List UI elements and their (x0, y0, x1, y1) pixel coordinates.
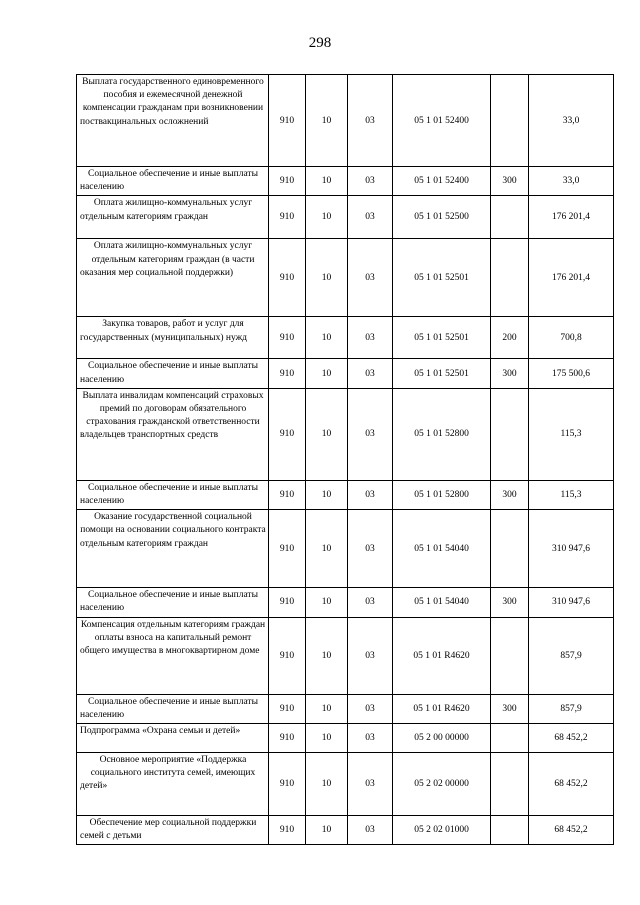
row-section-code: 10 (306, 510, 348, 588)
row-target-article-code: 05 1 01 52400 (393, 75, 491, 167)
row-section-code: 10 (306, 816, 348, 845)
row-description: Оплата жилищно-коммунальных услуг отдельным категориям граждан (в части оказания мер социальной поддержки) (77, 239, 269, 317)
row-description: Социальное обеспечение и иные выплаты населению (77, 480, 269, 509)
row-expense-type-code (491, 617, 529, 694)
row-subsection-code: 03 (348, 239, 393, 317)
row-target-article-code: 05 1 01 52800 (393, 480, 491, 509)
table-row (77, 196, 614, 239)
row-expense-type-code: 300 (491, 167, 529, 196)
row-description: Оказание государственной социальной помощи на основании социального контракта отдельным категориям граждан (77, 510, 269, 588)
row-subsection-code: 03 (348, 388, 393, 480)
row-description: Социальное обеспечение и иные выплаты населению (77, 359, 269, 388)
row-amount: 176 201,4 (529, 239, 614, 317)
table-row (77, 239, 614, 317)
row-grbs-code: 910 (269, 617, 306, 694)
row-amount: 176 201,4 (529, 196, 614, 239)
row-grbs-code: 910 (269, 816, 306, 845)
row-expense-type-code (491, 816, 529, 845)
row-section-code: 10 (306, 317, 348, 359)
row-subsection-code: 03 (348, 75, 393, 167)
row-section-code: 10 (306, 359, 348, 388)
row-expense-type-code (491, 724, 529, 753)
row-grbs-code: 910 (269, 510, 306, 588)
table-row (77, 724, 614, 753)
row-section-code: 10 (306, 694, 348, 723)
row-grbs-code: 910 (269, 167, 306, 196)
row-section-code: 10 (306, 617, 348, 694)
table-row (77, 75, 614, 167)
row-grbs-code: 910 (269, 75, 306, 167)
row-expense-type-code: 300 (491, 359, 529, 388)
row-expense-type-code (491, 510, 529, 588)
row-target-article-code: 05 1 01 52501 (393, 359, 491, 388)
row-target-article-code: 05 1 01 52800 (393, 388, 491, 480)
row-subsection-code: 03 (348, 816, 393, 845)
row-target-article-code: 05 2 02 01000 (393, 816, 491, 845)
row-expense-type-code (491, 239, 529, 317)
row-description: Социальное обеспечение и иные выплаты населению (77, 694, 269, 723)
row-section-code: 10 (306, 753, 348, 816)
row-expense-type-code: 200 (491, 317, 529, 359)
row-expense-type-code: 300 (491, 694, 529, 723)
row-target-article-code: 05 2 02 00000 (393, 753, 491, 816)
row-amount: 33,0 (529, 75, 614, 167)
row-expense-type-code (491, 196, 529, 239)
row-expense-type-code (491, 75, 529, 167)
row-description: Обеспечение мер социальной поддержки семей с детьми (77, 816, 269, 845)
table-row (77, 588, 614, 617)
row-subsection-code: 03 (348, 480, 393, 509)
table-row (77, 694, 614, 723)
row-section-code: 10 (306, 239, 348, 317)
row-grbs-code: 910 (269, 388, 306, 480)
table-row (77, 480, 614, 509)
row-target-article-code: 05 1 01 54040 (393, 510, 491, 588)
row-subsection-code: 03 (348, 753, 393, 816)
row-amount: 857,9 (529, 694, 614, 723)
table-row (77, 317, 614, 359)
row-amount: 68 452,2 (529, 724, 614, 753)
row-description: Выплата инвалидам компенсаций страховых премий по договорам обязательного страхования гражданской ответственности владельцев транспортных средств (77, 388, 269, 480)
row-subsection-code: 03 (348, 617, 393, 694)
table-row (77, 816, 614, 845)
row-grbs-code: 910 (269, 724, 306, 753)
row-section-code: 10 (306, 588, 348, 617)
row-amount: 115,3 (529, 480, 614, 509)
row-amount: 68 452,2 (529, 753, 614, 816)
table-row (77, 167, 614, 196)
row-section-code: 10 (306, 480, 348, 509)
row-description: Социальное обеспечение и иные выплаты населению (77, 167, 269, 196)
row-expense-type-code: 300 (491, 588, 529, 617)
row-subsection-code: 03 (348, 359, 393, 388)
row-subsection-code: 03 (348, 694, 393, 723)
row-subsection-code: 03 (348, 196, 393, 239)
row-section-code: 10 (306, 724, 348, 753)
budget-table-body (77, 75, 614, 845)
table-row (77, 388, 614, 480)
row-expense-type-code: 300 (491, 480, 529, 509)
row-target-article-code: 05 1 01 52400 (393, 167, 491, 196)
row-expense-type-code (491, 388, 529, 480)
table-row (77, 510, 614, 588)
row-description: Выплата государственного единовременного пособия и ежемесячной денежной компенсации гражданам при возникновении поствакцинальных осложнений (77, 75, 269, 167)
row-target-article-code: 05 2 00 00000 (393, 724, 491, 753)
row-description: Закупка товаров, работ и услуг для государственных (муниципальных) нужд (77, 317, 269, 359)
table-row (77, 359, 614, 388)
row-grbs-code: 910 (269, 753, 306, 816)
row-grbs-code: 910 (269, 239, 306, 317)
row-section-code: 10 (306, 388, 348, 480)
row-target-article-code: 05 1 01 52501 (393, 239, 491, 317)
row-description: Компенсация отдельным категориям граждан оплаты взноса на капитальный ремонт общего имущества в многоквартирном доме (77, 617, 269, 694)
row-subsection-code: 03 (348, 317, 393, 359)
row-target-article-code: 05 1 01 R4620 (393, 617, 491, 694)
row-description: Основное мероприятие «Поддержка социального института семей, имеющих детей» (77, 753, 269, 816)
row-grbs-code: 910 (269, 196, 306, 239)
row-section-code: 10 (306, 75, 348, 167)
row-subsection-code: 03 (348, 167, 393, 196)
row-grbs-code: 910 (269, 588, 306, 617)
row-target-article-code: 05 1 01 R4620 (393, 694, 491, 723)
row-amount: 68 452,2 (529, 816, 614, 845)
row-amount: 310 947,6 (529, 588, 614, 617)
row-grbs-code: 910 (269, 359, 306, 388)
row-description: Социальное обеспечение и иные выплаты населению (77, 588, 269, 617)
row-grbs-code: 910 (269, 694, 306, 723)
row-amount: 857,9 (529, 617, 614, 694)
row-expense-type-code (491, 753, 529, 816)
row-subsection-code: 03 (348, 510, 393, 588)
row-target-article-code: 05 1 01 52501 (393, 317, 491, 359)
row-amount: 33,0 (529, 167, 614, 196)
row-amount: 310 947,6 (529, 510, 614, 588)
budget-table (76, 74, 614, 845)
table-row (77, 617, 614, 694)
row-amount: 700,8 (529, 317, 614, 359)
page-number: 298 (308, 35, 332, 51)
table-row (77, 753, 614, 816)
row-section-code: 10 (306, 196, 348, 239)
row-target-article-code: 05 1 01 52500 (393, 196, 491, 239)
row-amount: 175 500,6 (529, 359, 614, 388)
row-description: Подпрограмма «Охрана семьи и детей» (77, 724, 269, 753)
row-subsection-code: 03 (348, 724, 393, 753)
row-description: Оплата жилищно-коммунальных услуг отдельным категориям граждан (77, 196, 269, 239)
row-target-article-code: 05 1 01 54040 (393, 588, 491, 617)
row-grbs-code: 910 (269, 480, 306, 509)
row-subsection-code: 03 (348, 588, 393, 617)
row-section-code: 10 (306, 167, 348, 196)
row-grbs-code: 910 (269, 317, 306, 359)
row-amount: 115,3 (529, 388, 614, 480)
